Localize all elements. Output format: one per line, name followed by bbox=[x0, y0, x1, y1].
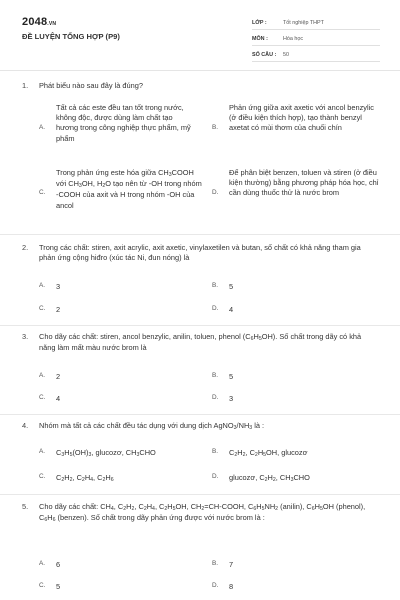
answer-option-c[interactable] bbox=[39, 473, 209, 485]
answer-option-c[interactable] bbox=[39, 305, 209, 317]
option-text: 2 bbox=[56, 305, 61, 314]
option-text: 4 bbox=[229, 305, 234, 314]
option-text: 4 bbox=[56, 394, 61, 403]
answer-option-c[interactable] bbox=[39, 168, 209, 220]
option-text: $C_3H_5(OH)_3$, glucozơ, $CH_3CHO$ bbox=[56, 448, 156, 458]
question-divider bbox=[0, 414, 400, 415]
meta-value: Hóa học bbox=[283, 35, 304, 42]
option-text: 7 bbox=[229, 560, 234, 569]
answer-option-c[interactable] bbox=[39, 394, 209, 406]
option-letter: C. bbox=[39, 189, 46, 196]
question-divider bbox=[0, 325, 400, 326]
meta-row-count bbox=[252, 46, 380, 62]
option-letter: D. bbox=[212, 189, 219, 196]
option-letter: B. bbox=[212, 448, 219, 455]
meta-key: MÔN : bbox=[252, 35, 268, 42]
option-letter: B. bbox=[212, 560, 219, 567]
option-letter: B. bbox=[212, 124, 219, 131]
question-divider bbox=[0, 494, 400, 495]
answer-option-a[interactable] bbox=[39, 103, 209, 155]
answer-option-a[interactable] bbox=[39, 282, 209, 294]
option-text: Tất cả các este đều tan tốt trong nước, không độc, được dùng làm chất tạo hương trong công nghiệp thực phẩm, mỹ phẩm bbox=[56, 103, 191, 143]
option-letter: A. bbox=[39, 372, 46, 379]
option-letter: C. bbox=[39, 473, 46, 480]
option-letter: C. bbox=[39, 305, 46, 312]
option-text: Trong phản ứng este hóa giữa $CH_3COOH$ với $CH_3OH$, $H_2O$ tạo nên từ -OH trong nhóm -COOH của axit và H trong nhóm -OH của ancol bbox=[56, 168, 202, 210]
option-letter: D. bbox=[212, 305, 219, 312]
question-number: 4. bbox=[22, 421, 29, 430]
option-text: 3 bbox=[229, 394, 234, 403]
option-letter: A. bbox=[39, 282, 46, 289]
option-text: $C_2H_2$, $C_2H_4$, $C_2H_6$ bbox=[56, 473, 114, 483]
question-divider bbox=[0, 234, 400, 235]
answer-option-b[interactable] bbox=[212, 560, 382, 572]
question-number: 5. bbox=[22, 502, 29, 511]
option-letter: B. bbox=[212, 372, 219, 379]
meta-key: SỐ CÂU : bbox=[252, 51, 277, 58]
answer-option-a[interactable] bbox=[39, 372, 209, 384]
question-text: Phát biểu nào sau đây là đúng? bbox=[39, 81, 143, 90]
answer-option-b[interactable] bbox=[212, 448, 382, 460]
option-letter: D. bbox=[212, 394, 219, 401]
meta-row-subject bbox=[252, 30, 380, 46]
answer-option-b[interactable] bbox=[212, 372, 382, 384]
answer-option-b[interactable] bbox=[212, 282, 382, 294]
option-text: 3 bbox=[56, 282, 61, 291]
logo-suffix: .VN bbox=[47, 21, 57, 27]
answer-option-b[interactable] bbox=[212, 103, 382, 155]
option-text: 8 bbox=[229, 582, 234, 591]
meta-key: LỚP : bbox=[252, 19, 267, 26]
site-logo[interactable] bbox=[22, 15, 56, 30]
option-letter: D. bbox=[212, 473, 219, 480]
answer-option-a[interactable] bbox=[39, 448, 209, 460]
answer-option-a[interactable] bbox=[39, 560, 209, 572]
answer-option-c[interactable] bbox=[39, 582, 209, 594]
option-letter: C. bbox=[39, 394, 46, 401]
question-number: 1. bbox=[22, 81, 29, 90]
question-text: Nhóm mà tất cả các chất đều tác dụng với dung dịch $AgNO_3/NH_3$ là : bbox=[39, 421, 265, 431]
answer-option-d[interactable] bbox=[212, 473, 382, 485]
option-text: Để phân biệt benzen, toluen và stiren (ở điều kiện thường) bằng phương pháp hóa học, chỉ cần dùng thuốc thử là nước brom bbox=[229, 168, 379, 198]
answer-option-d[interactable] bbox=[212, 305, 382, 317]
question-text: Cho dãy các chất: $CH_4$, $C_2H_2$, $C_2H_4$, $C_2H_5OH$, $CH_2=CH$-COOH, $C_6H_5NH_2$ (anilin), $C_6H_5OH$ (phenol), $C_6H_6$ (benzen). Số chất trong dãy phản ứng được với nước brom là : bbox=[39, 502, 366, 524]
header-divider bbox=[0, 70, 400, 71]
option-text: 5 bbox=[56, 582, 61, 591]
answer-option-d[interactable] bbox=[212, 394, 382, 406]
meta-value: Tốt nghiệp THPT bbox=[283, 19, 324, 26]
question-text: Trong các chất: stiren, axit acrylic, axit axetic, vinylaxetilen và butan, số chất có khả năng tham gia phản ứng cộng hiđro (xúc tác Ni, đun nóng) là bbox=[39, 243, 361, 263]
exam-title: ĐỀ LUYỆN TỔNG HỢP (P9) bbox=[22, 32, 120, 41]
exam-meta bbox=[252, 14, 380, 62]
option-text: $C_2H_2$, $C_2H_5OH$, glucozơ bbox=[229, 448, 308, 458]
option-letter: A. bbox=[39, 448, 46, 455]
meta-row-class bbox=[252, 14, 380, 30]
option-letter: B. bbox=[212, 282, 219, 289]
question-number: 3. bbox=[22, 332, 29, 341]
meta-value: 50 bbox=[283, 51, 289, 58]
option-text: 6 bbox=[56, 560, 61, 569]
option-text: 5 bbox=[229, 282, 234, 291]
option-text: Phản ứng giữa axit axetic với ancol benzylic (ở điều kiện thích hợp), tạo thành benzyl axetat có mùi thơm của chuối chín bbox=[229, 103, 374, 133]
option-text: 2 bbox=[56, 372, 61, 381]
option-text: glucozơ, $C_2H_2$, $CH_3CHO$ bbox=[229, 473, 310, 483]
answer-option-d[interactable] bbox=[212, 582, 382, 594]
question-number: 2. bbox=[22, 243, 29, 252]
question-text: Cho dãy các chất: stiren, ancol benzylic, anilin, toluen, phenol $(C_6H_5OH)$. Số chất trong dãy có khả năng làm mất màu nước brom là bbox=[39, 332, 362, 353]
option-text: 5 bbox=[229, 372, 234, 381]
option-letter: C. bbox=[39, 582, 46, 589]
option-letter: A. bbox=[39, 560, 46, 567]
logo-main: 2048 bbox=[22, 16, 48, 28]
option-letter: D. bbox=[212, 582, 219, 589]
answer-option-d[interactable] bbox=[212, 168, 382, 220]
option-letter: A. bbox=[39, 124, 46, 131]
